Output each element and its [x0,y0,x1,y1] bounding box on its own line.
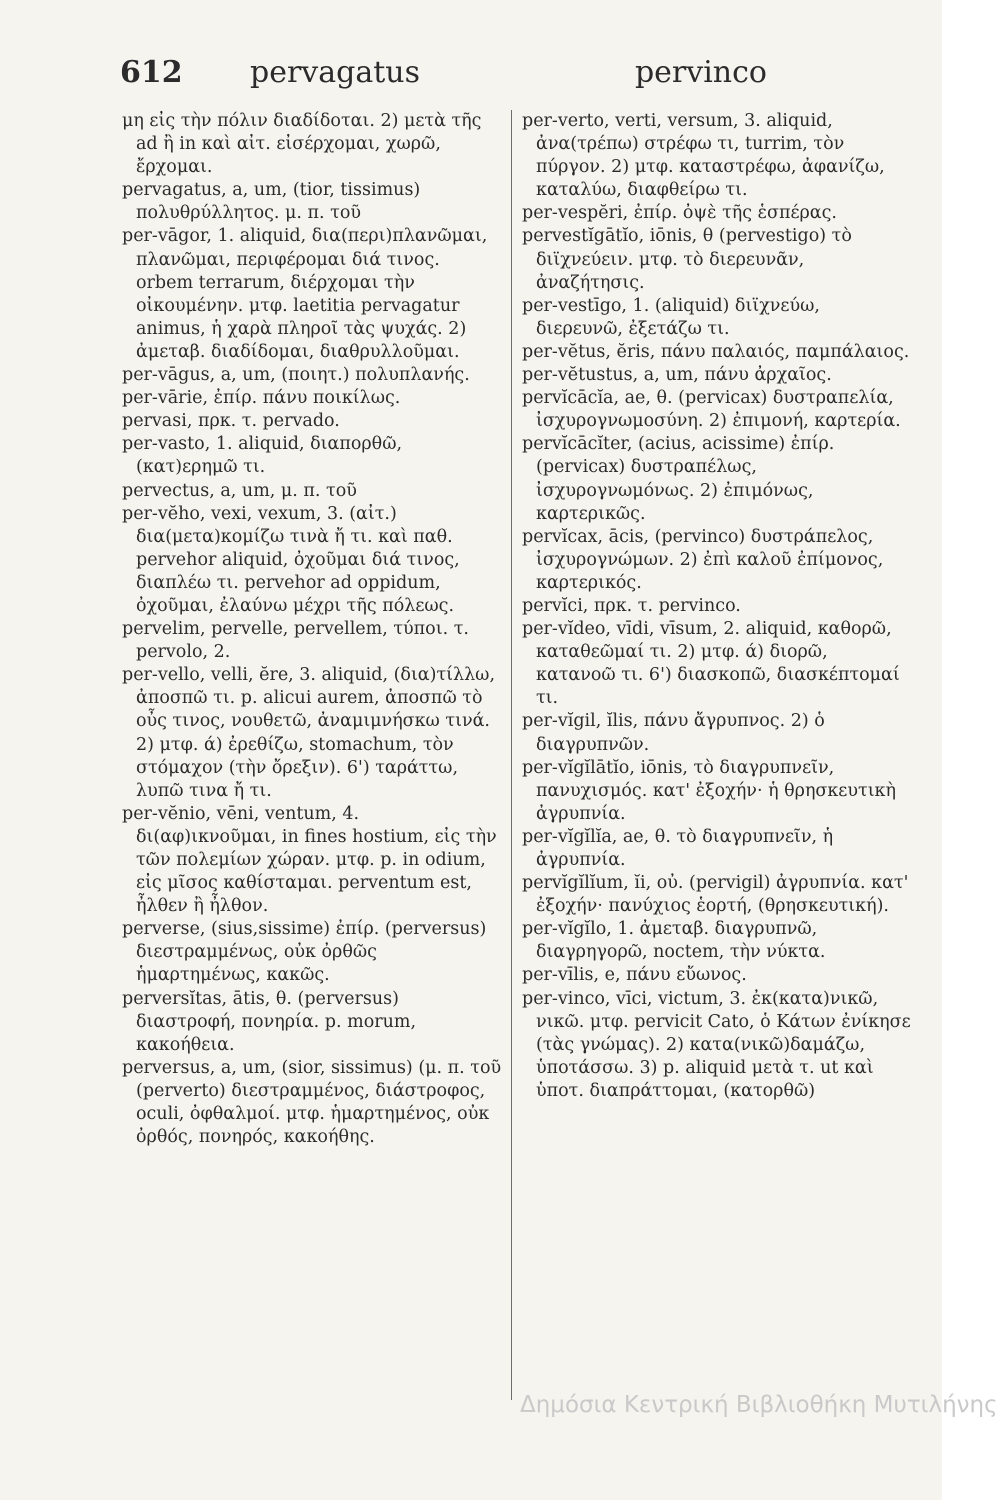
column-divider [511,110,512,1400]
dictionary-entry: per-vāgor, 1. aliquid, δια(περι)πλανῶμαι, πλανῶμαι, περιφέρομαι διά τινος. orbem terrarum, διέρχομαι τὴν οἰκουμένην. μτφ. laetitia pervagatur animus, ἡ χαρὰ πληροῖ τὰς ψυχάς. 2) ἀμεταβ. διαδίδομαι, διαθρυλλοῦμαι. [122,226,488,362]
right-column [522,110,912,1103]
dictionary-entry: per-vĭdeo, vīdi, vīsum, 2. aliquid, καθορῶ, καταθεῶμαί τι. 2) μτφ. ά) διορῶ, κατανοῶ τι. 6') διασκοπῶ, διασκέπτομαί τι. [522,619,900,709]
dictionary-entry: perversus, a, um, (sior, sissimus) (μ. π. τοῦ (perverto) διεστραμμένος, διάστροφος, oculi, ὀφθαλμοί. μτφ. ἡμαρτημένος, οὐκ ὀρθός, πονηρός, κακοήθης. [122,1057,502,1148]
dictionary-entry: per-vespĕri, ἐπίρ. ὀψὲ τῆς ἑσπέρας. [522,203,837,224]
dictionary-entry: per-verto, verti, versum, 3. aliquid, ἀνα(τρέπω) στρέφω τι, turrim, τὸν πύργον. 2) μτφ. καταστρέφω, ἀφανίζω, καταλύω, διαφθείρω τι. [522,111,885,201]
dictionary-entry: per-vĭgil, ĭlis, πάνυ ἄγρυπνος. 2) ὁ διαγρυπνῶν. [522,711,825,755]
dictionary-entry: per-vasto, 1. aliquid, διαπορθῶ, (κατ)ερημῶ τι. [122,434,403,478]
dictionary-entry: pervagatus, a, um, (tior, tissimus) πολυθρύλλητος. μ. π. τοῦ [122,180,421,224]
left-column [122,110,502,1149]
dictionary-entry: pervĭcax, ācis, (pervinco) δυστράπελος, ἰσχυρογνώμων. 2) ἐπὶ καλοῦ ἐπίμονος, καρτερικός. [522,526,884,593]
dictionary-entry: pervĭcācĭter, (acius, acissime) ἐπίρ. (pervicax) δυστραπέλως, ἰσχυρογνωμόνως. 2) ἐπιμόνως, καρτερικῶς. [522,434,835,524]
dictionary-entry: pervasi, πρκ. τ. pervado. [122,411,340,432]
dictionary-entry: per-vello, velli, ĕre, 3. aliquid, (δια)τίλλω, ἀποσπῶ τι. p. alicui aurem, ἀποσπῶ τὸ οὖς τινος, νουθετῶ, ἀναμιμνήσκω τινά. 2) μτφ. ά) ἐρεθίζω, stomachum, τὸν στόμαχον (τὴν ὄρεξιν). 6') ταράττω, λυπῶ τινα ἤ τι. [122,665,496,801]
dictionary-entry: μη εἰς τὴν πόλιν διαδίδοται. 2) μετὰ τῆς ad ἢ in καὶ αἰτ. εἰσέρχομαι, χωρῶ, ἔρχομαι. [122,111,482,178]
dictionary-entry: per-vestīgo, 1. (aliquid) διϊχνεύω, διερευνῶ, ἐξετάζω τι. [522,295,820,339]
dictionary-entry: per-vĭgĭlo, 1. ἀμεταβ. διαγρυπνῶ, διαγρηγορῶ, noctem, τὴν νύκτα. [522,919,826,963]
page-number: 612 [120,55,183,90]
dictionary-entry: per-vĭgĭlĭa, ae, θ. τὸ διαγρυπνεῖν, ἡ ἀγρυπνία. [522,826,834,870]
dictionary-entry: per-vārie, ἐπίρ. πάνυ ποικίλως. [122,388,401,409]
dictionary-entry: perverse, (sius,sissime) ἐπίρ. (perversus) διεστραμμένως, οὐκ ὀρθῶς ἡμαρτημένως, κακῶς. [122,919,487,986]
page-header [100,55,767,95]
dictionary-entry: pervectus, a, um, μ. π. τοῦ [122,480,357,501]
dictionary-entry: pervĭgĭlĭum, ĭi, οὐ. (pervigil) ἀγρυπνία. κατ' ἐξοχήν· πανύχιος ἑορτή, (θρησκευτική). [522,873,909,917]
dictionary-entry: per-vĕtus, ĕris, πάνυ παλαιός, παμπάλαιος. [522,341,910,362]
dictionary-entry: per-vĕnio, vēni, ventum, 4. δι(αφ)ικνοῦμαι, in fines hostium, εἰς τὴν τῶν πολεμίων χώραν. μτφ. p. in odium, εἰς μῖσος καθίσταμαι. perventum est, ἦλθεν ἢ ἦλθον. [122,803,497,917]
dictionary-entry: pervĭcācĭa, ae, θ. (pervicax) δυστραπελία, ἰσχυρογνωμοσύνη. 2) ἐπιμονή, καρτερία. [522,388,901,432]
dictionary-entry: per-vīlis, e, πάνυ εὔωνος. [522,965,747,986]
library-watermark: Δημόσια Κεντρική Βιβλιοθήκη Μυτιλήνης [520,1392,998,1418]
dictionary-entry: per-vinco, vīci, victum, 3. ἐκ(κατα)νικῶ, νικῶ. μτφ. pervicit Cato, ὁ Κάτων ἐνίκησε (τὰς γνώμας). 2) κατα(νικῶ)δαμάζω, ὑποτάσσω. 3) p. aliquid μετὰ τ. ut καὶ ὑποτ. διαπράττομαι, (κατορθῶ) [522,988,911,1101]
dictionary-entry: pervĭci, πρκ. τ. pervinco. [522,595,741,616]
dictionary-entry: pervelim, pervelle, pervellem, τύποι. τ. pervolo, 2. [122,619,469,663]
dictionary-entry: pervestĭgātĭo, iōnis, θ (pervestigo) τὸ διϊχνεύειν. μτφ. τὸ διερευνᾶν, ἀναζήτησις. [522,226,852,293]
dictionary-entry: per-vāgus, a, um, (ποιητ.) πολυπλανής. [122,365,470,386]
guide-word-left: pervagatus [250,55,420,90]
dictionary-entry: per-vĕho, vexi, vexum, 3. (αἰτ.) δια(μετα)κομίζω τινὰ ἤ τι. καὶ παθ. pervehor aliquid, ὀχοῦμαι διά τινος, διαπλέω τι. pervehor ad oppidum, ὀχοῦμαι, ἐλαύνω μέχρι τῆς πόλεως. [122,503,460,616]
guide-word-right: pervinco [634,55,767,90]
dictionary-entry: per-vĭgĭlātĭo, iōnis, τὸ διαγρυπνεῖν, πανυχισμός. κατ' ἐξοχήν· ἡ θρησκευτικὴ ἀγρυπνία. [522,757,896,824]
dictionary-entry: per-vĕtustus, a, um, πάνυ ἀρχαῖος. [522,365,832,386]
dictionary-entry: perversĭtas, ātis, θ. (perversus) διαστροφή, πονηρία. p. morum, κακοήθεια. [122,988,417,1055]
